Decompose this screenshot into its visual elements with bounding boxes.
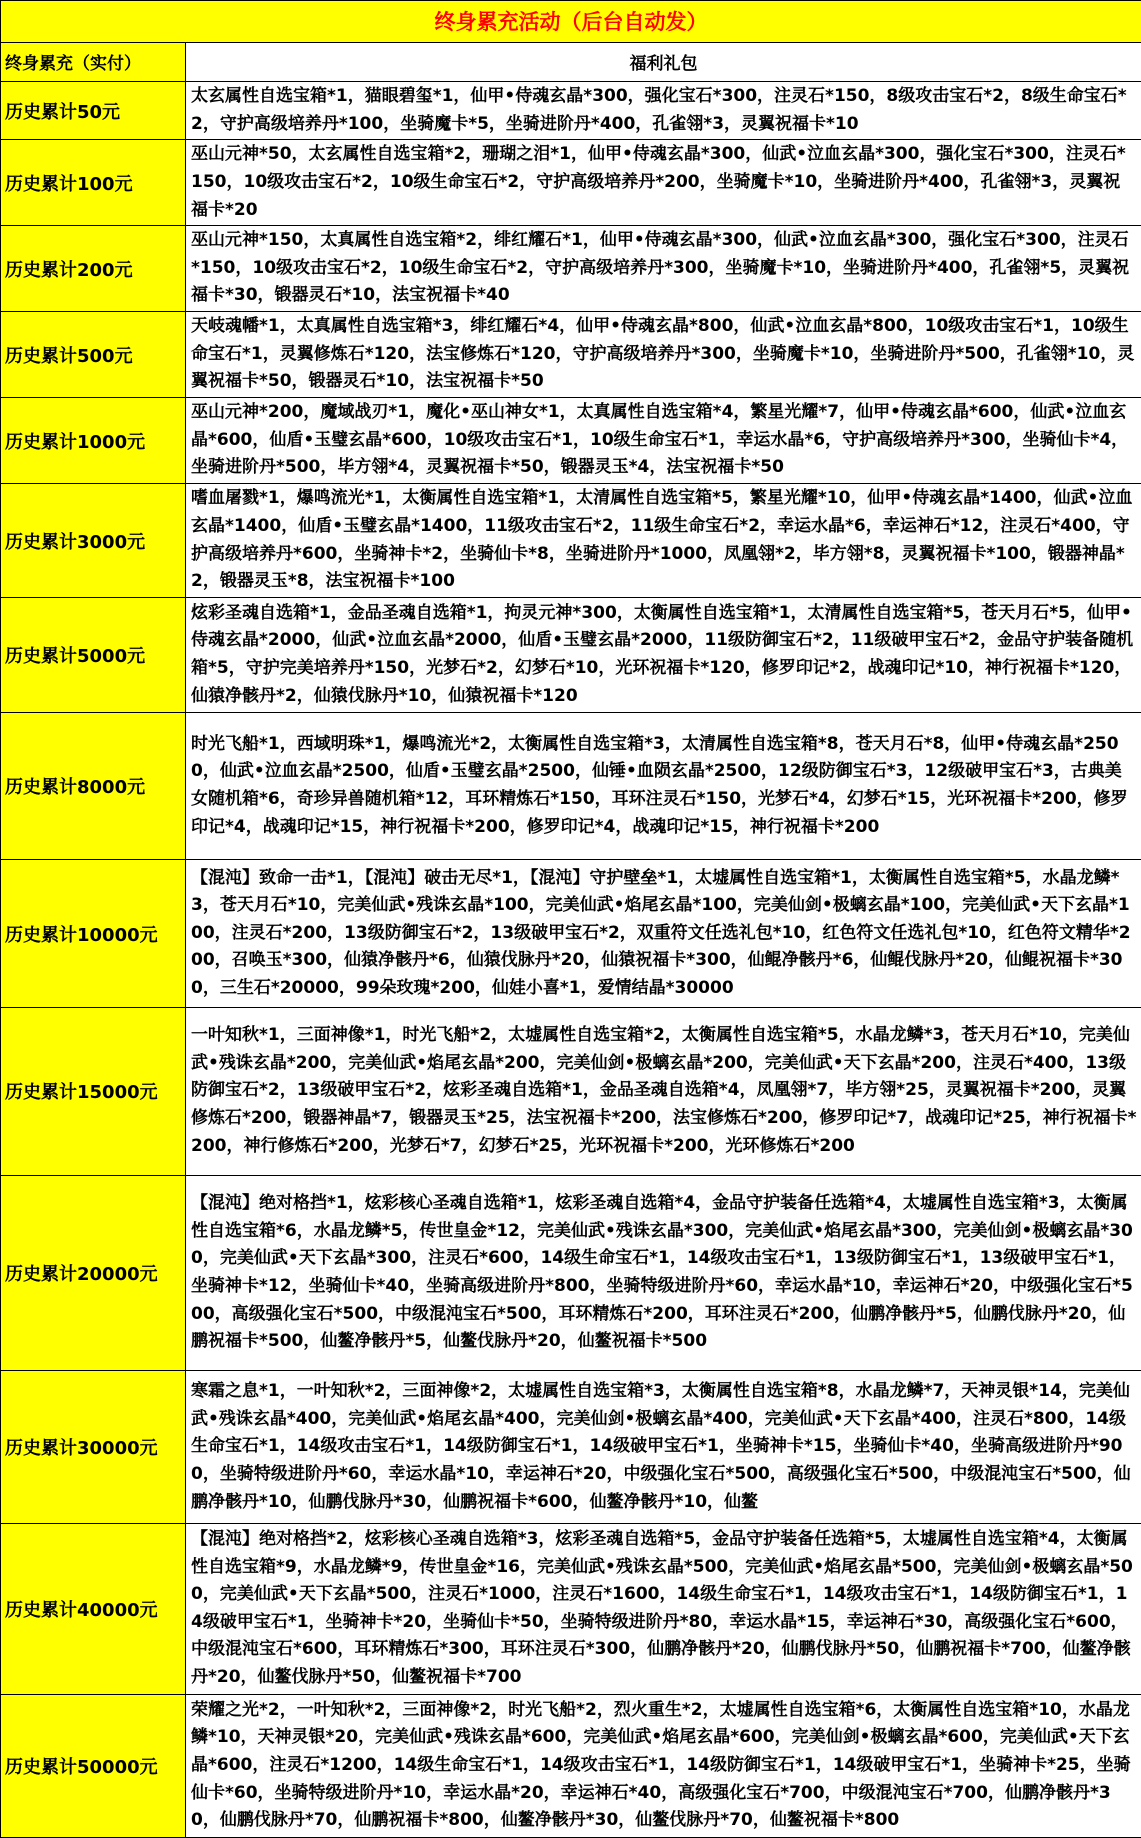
tier-rewards: 寒霜之息*1，一叶知秋*2，三面神像*2，太墟属性自选宝箱*3，太衡属性自选宝箱*8，水晶龙鳞*7，天神灵银*14，完美仙武•残诛玄晶*400，完美仙武•焰尾玄晶*400，完美仙剑•极螭玄晶*400，完美仙武•天下玄晶*400，注灵石*800，14级生命宝石*1，14级攻击宝石*1，14级防御宝石*1，14级破甲宝石*1，坐骑神卡*15，坐骑仙卡*40，坐骑高级进阶丹*900，坐骑特级进阶丹*60，幸运水晶*10，幸运神石*20，中级强化宝石*500，高级强化宝石*500，中级混沌宝石*500，仙鹏净骸丹*10，仙鹏伐脉丹*30，仙鹏祝福卡*600，仙鳌净骸丹*10，仙鳌 xyxy=(186,1371,1141,1524)
header-rewards: 福利礼包 xyxy=(186,42,1141,81)
tier-row xyxy=(1,1175,1141,1371)
tier-label: 历史累计100元 xyxy=(1,140,186,226)
tier-row xyxy=(1,398,1141,484)
tier-row xyxy=(1,140,1141,226)
tier-rewards: 天岐魂幡*1，太真属性自选宝箱*3，绯红耀石*4，仙甲•侍魂玄晶*800，仙武•泣血玄晶*800，10级攻击宝石*1，10级生命宝石*1，灵翼修炼石*120，法宝修炼石*120，守护高级培养丹*300，坐骑魔卡*10，坐骑进阶丹*500，孔雀翎*10，灵翼祝福卡*50，锻器灵石*10，法宝祝福卡*50 xyxy=(186,312,1141,398)
tier-row xyxy=(1,1523,1141,1694)
tier-rewards: 巫山元神*200，魔域战刃*1，魔化•巫山神女*1，太真属性自选宝箱*4，繁星光耀*7，仙甲•侍魂玄晶*600，仙武•泣血玄晶*600，仙盾•玉璧玄晶*600，10级攻击宝石*1，10级生命宝石*1，幸运水晶*6，守护高级培养丹*300，坐骑仙卡*4，坐骑进阶丹*500，毕方翎*4，灵翼祝福卡*50，锻器灵玉*4，法宝祝福卡*50 xyxy=(186,398,1141,484)
tier-label: 历史累计500元 xyxy=(1,312,186,398)
tier-row xyxy=(1,1371,1141,1524)
tier-row xyxy=(1,1694,1141,1838)
tier-label: 历史累计3000元 xyxy=(1,484,186,598)
tier-label: 历史累计40000元 xyxy=(1,1523,186,1694)
tier-row xyxy=(1,484,1141,598)
tier-rewards: 嗜血屠戮*1，爆鸣流光*1，太衡属性自选宝箱*1，太清属性自选宝箱*5，繁星光耀*10，仙甲•侍魂玄晶*1400，仙武•泣血玄晶*1400，仙盾•玉璧玄晶*1400，11级攻击宝石*2，11级生命宝石*2，幸运水晶*6，幸运神石*12，注灵石*400，守护高级培养丹*600，坐骑神卡*2，坐骑仙卡*8，坐骑进阶丹*1000，凤凰翎*2，毕方翎*8，灵翼祝福卡*100，锻器神晶*2，锻器灵玉*8，法宝祝福卡*100 xyxy=(186,484,1141,598)
tier-row xyxy=(1,712,1141,859)
tier-row xyxy=(1,860,1141,1007)
tier-rewards: 【混沌】致命一击*1，【混沌】破击无尽*1，【混沌】守护壁垒*1，太墟属性自选宝箱*1，太衡属性自选宝箱*5，水晶龙鳞*3，苍天月石*10，完美仙武•残诛玄晶*100，完美仙武•焰尾玄晶*100，完美仙剑•极螭玄晶*100，完美仙武•天下玄晶*100，注灵石*200，13级防御宝石*2，13级破甲宝石*2，双重符文任选礼包*10，红色符文任选礼包*10，红色符文精华*200，召唤玉*300，仙猿净骸丹*6，仙猿伐脉丹*20，仙猿祝福卡*300，仙鲲净骸丹*6，仙鲲伐脉丹*20，仙鲲祝福卡*300，三生石*20000，99朵玫瑰*200，仙娃小喜*1，爱情结晶*30000 xyxy=(186,860,1141,1007)
table-title: 终身累充活动（后台自动发） xyxy=(1,1,1141,43)
tier-row xyxy=(1,598,1141,713)
tier-label: 历史累计15000元 xyxy=(1,1007,186,1175)
tier-rewards: 一叶知秋*1，三面神像*1，时光飞船*2，太墟属性自选宝箱*2，太衡属性自选宝箱*5，水晶龙鳞*3，苍天月石*10，完美仙武•残诛玄晶*200，完美仙武•焰尾玄晶*200，完美仙剑•极螭玄晶*200，完美仙武•天下玄晶*200，注灵石*400，13级防御宝石*2，13级破甲宝石*2，炫彩圣魂自选箱*1，金品圣魂自选箱*4，凤凰翎*7，毕方翎*25，灵翼祝福卡*200，灵翼修炼石*200，锻器神晶*7，锻器灵玉*25，法宝祝福卡*200，法宝修炼石*200，修罗印记*7，战魂印记*25，神行祝福卡*200，神行修炼石*200，光梦石*7，幻梦石*25，光环祝福卡*200，光环修炼石*200 xyxy=(186,1007,1141,1175)
tier-label: 历史累计30000元 xyxy=(1,1371,186,1524)
tier-row xyxy=(1,226,1141,312)
tier-label: 历史累计200元 xyxy=(1,226,186,312)
tier-label: 历史累计1000元 xyxy=(1,398,186,484)
tier-label: 历史累计10000元 xyxy=(1,860,186,1007)
tier-rewards: 荣耀之光*2，一叶知秋*2，三面神像*2，时光飞船*2，烈火重生*2，太墟属性自选宝箱*6，太衡属性自选宝箱*10，水晶龙鳞*10，天神灵银*20，完美仙武•残诛玄晶*600，完美仙武•焰尾玄晶*600，完美仙剑•极螭玄晶*600，完美仙武•天下玄晶*600，注灵石*1200，14级生命宝石*1，14级攻击宝石*1，14级防御宝石*1，14级破甲宝石*1，坐骑神卡*25，坐骑仙卡*60，坐骑特级进阶丹*10，幸运水晶*20，幸运神石*40，高级强化宝石*700，中级混沌宝石*700，仙鹏净骸丹*30，仙鹏伐脉丹*70，仙鹏祝福卡*800，仙鳌净骸丹*30，仙鳌伐脉丹*70，仙鳌祝福卡*800 xyxy=(186,1694,1141,1838)
tier-rewards: 【混沌】绝对格挡*2，炫彩核心圣魂自选箱*3，炫彩圣魂自选箱*5，金品守护装备任选箱*5，太墟属性自选宝箱*4，太衡属性自选宝箱*9，水晶龙鳞*9，传世皇金*16，完美仙武•残诛玄晶*500，完美仙武•焰尾玄晶*500，完美仙剑•极螭玄晶*500，完美仙武•天下玄晶*500，注灵石*1000，注灵石*1600，14级生命宝石*1，14级攻击宝石*1，14级防御宝石*1，14级破甲宝石*1，坐骑神卡*20，坐骑仙卡*50，坐骑特级进阶丹*80，幸运水晶*15，幸运神石*30，高级强化宝石*600，中级混沌宝石*600，耳环精炼石*300，耳环注灵石*300，仙鹏净骸丹*20，仙鹏伐脉丹*50，仙鹏祝福卡*700，仙鳌净骸丹*20，仙鳌伐脉丹*50，仙鳌祝福卡*700 xyxy=(186,1523,1141,1694)
title-row xyxy=(1,1,1141,43)
tier-row xyxy=(1,81,1141,139)
tier-rewards: 太玄属性自选宝箱*1，猫眼碧玺*1，仙甲•侍魂玄晶*300，强化宝石*300，注灵石*150，8级攻击宝石*2，8级生命宝石*2，守护高级培养丹*100，坐骑魔卡*5，坐骑进阶丹*400，孔雀翎*3，灵翼祝福卡*10 xyxy=(186,81,1141,139)
tier-rewards: 巫山元神*150，太真属性自选宝箱*2，绯红耀石*1，仙甲•侍魂玄晶*300，仙武•泣血玄晶*300，强化宝石*300，注灵石*150，10级攻击宝石*2，10级生命宝石*2，守护高级培养丹*300，坐骑魔卡*10，坐骑进阶丹*400，孔雀翎*5，灵翼祝福卡*30，锻器灵石*10，法宝祝福卡*40 xyxy=(186,226,1141,312)
tier-label: 历史累计20000元 xyxy=(1,1175,186,1371)
tier-label: 历史累计8000元 xyxy=(1,712,186,859)
reward-table-body xyxy=(1,1,1141,1838)
header-row xyxy=(1,42,1141,81)
tier-label: 历史累计50000元 xyxy=(1,1694,186,1838)
tier-rewards: 【混沌】绝对格挡*1，炫彩核心圣魂自选箱*1，炫彩圣魂自选箱*4，金品守护装备任选箱*4，太墟属性自选宝箱*3，太衡属性自选宝箱*6，水晶龙鳞*5，传世皇金*12，完美仙武•残诛玄晶*300，完美仙武•焰尾玄晶*300，完美仙剑•极螭玄晶*300，完美仙武•天下玄晶*300，注灵石*600，14级生命宝石*1，14级攻击宝石*1，13级防御宝石*1，13级破甲宝石*1，坐骑神卡*12，坐骑仙卡*40，坐骑高级进阶丹*800，坐骑特级进阶丹*60，幸运水晶*10，幸运神石*20，中级强化宝石*500，高级强化宝石*500，中级混沌宝石*500，耳环精炼石*200，耳环注灵石*200，仙鹏净骸丹*5，仙鹏伐脉丹*20，仙鹏祝福卡*500，仙鳌净骸丹*5，仙鳌伐脉丹*20，仙鳌祝福卡*500 xyxy=(186,1175,1141,1371)
tier-row xyxy=(1,1007,1141,1175)
tier-label: 历史累计5000元 xyxy=(1,598,186,713)
tier-rewards: 炫彩圣魂自选箱*1，金品圣魂自选箱*1，拘灵元神*300，太衡属性自选宝箱*1，太清属性自选宝箱*5，苍天月石*5，仙甲•侍魂玄晶*2000，仙武•泣血玄晶*2000，仙盾•玉璧玄晶*2000，11级防御宝石*2，11级破甲宝石*2，金品守护装备随机箱*5，守护完美培养丹*150，光梦石*2，幻梦石*10，光环祝福卡*120，修罗印记*2，战魂印记*10，神行祝福卡*120，仙猿净骸丹*2，仙猿伐脉丹*10，仙猿祝福卡*120 xyxy=(186,598,1141,713)
tier-row xyxy=(1,312,1141,398)
header-tier: 终身累充（实付） xyxy=(1,42,186,81)
tier-rewards: 时光飞船*1，西域明珠*1，爆鸣流光*2，太衡属性自选宝箱*3，太清属性自选宝箱*8，苍天月石*8，仙甲•侍魂玄晶*2500，仙武•泣血玄晶*2500，仙盾•玉璧玄晶*2500，仙锤•血陨玄晶*2500，12级防御宝石*3，12级破甲宝石*3，古典美女随机箱*6，奇珍异兽随机箱*12，耳环精炼石*150，耳环注灵石*150，光梦石*4，幻梦石*15，光环祝福卡*200，修罗印记*4，战魂印记*15，神行祝福卡*200，修罗印记*4，战魂印记*15，神行祝福卡*200 xyxy=(186,712,1141,859)
tier-rewards: 巫山元神*50，太玄属性自选宝箱*2，珊瑚之泪*1，仙甲•侍魂玄晶*300，仙武•泣血玄晶*300，强化宝石*300，注灵石*150，10级攻击宝石*2，10级生命宝石*2，守护高级培养丹*200，坐骑魔卡*10，坐骑进阶丹*400，孔雀翎*3，灵翼祝福卡*20 xyxy=(186,140,1141,226)
tier-label: 历史累计50元 xyxy=(1,81,186,139)
